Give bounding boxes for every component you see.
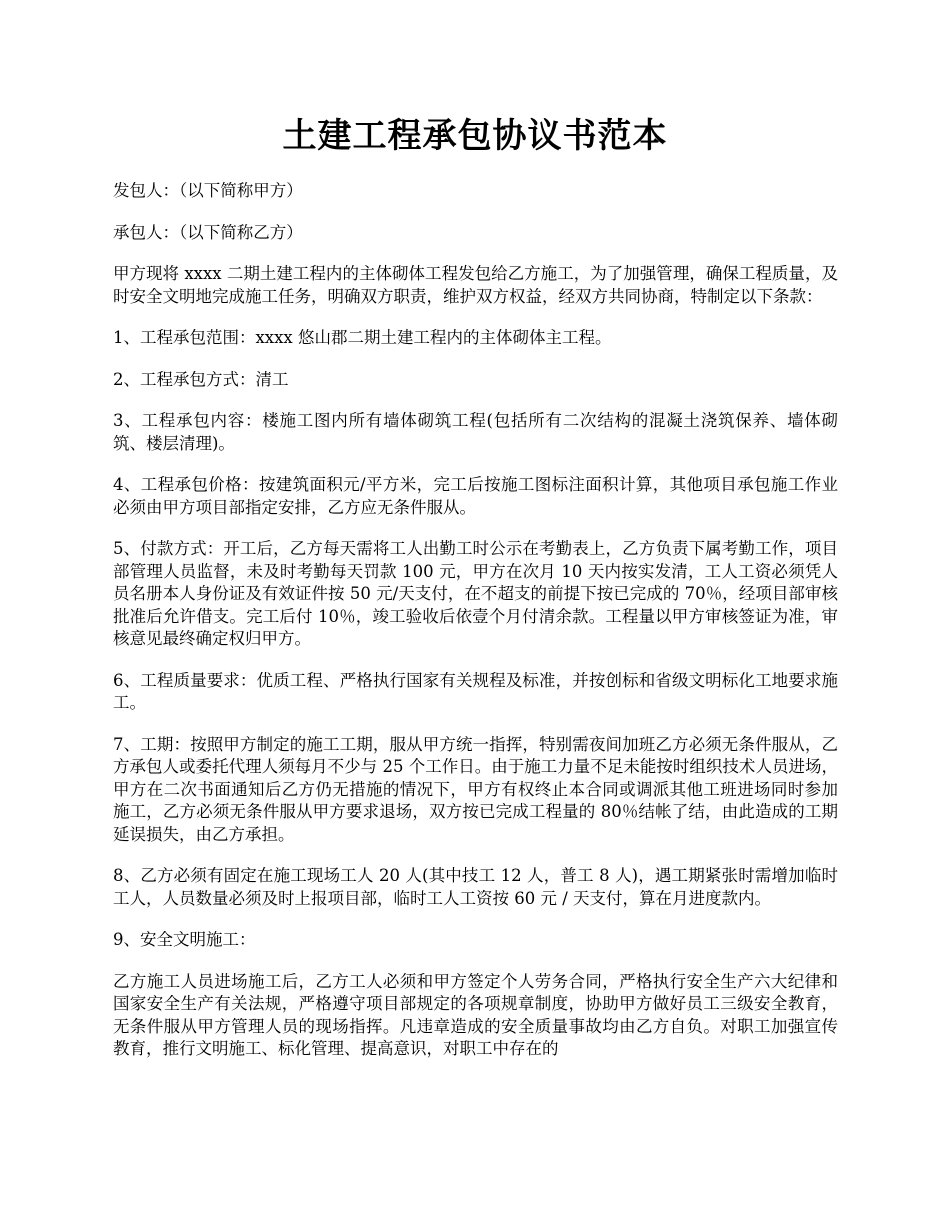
paragraph-clause-7: 7、工期：按照甲方制定的施工工期，服从甲方统一指挥，特别需夜间加班乙方必须无条件服从，乙方承包人或委托代理人须每月不少与 25 个工作日。由于施工力量不足未能按时组织技术人员进场，甲方在二次书面通知后乙方仍无措施的情况下，甲方有权终止本合同或调派其他工班进场同时参加施工，乙方必须无条件服从甲方要求退场，双方按已完成工程量的 80％结帐了结，由此造成的工期延误损失，由乙方承担。 (113, 734, 838, 844)
paragraph-clause-5: 5、付款方式：开工后，乙方每天需将工人出勤工时公示在考勤表上，乙方负责下属考勤工作，项目部管理人员监督，未及时考勤每天罚款 100 元，甲方在次月 10 天内按实发清，工人工资必须凭人员名册本人身份证及有效证件按 50 元/天支付，在不超支的前提下按已完成的 70％，经项目部审核批准后允许借支。完工后付 10％，竣工验收后依壹个月付清余款。工程量以甲方审核签证为准，审核意见最终确定权归甲方。 (113, 539, 838, 648)
document-body (113, 180, 838, 1080)
paragraph-clause-3: 3、工程承包内容：楼施工图内所有墙体砌筑工程(包括所有二次结构的混凝土浇筑保养、墙体砌筑、楼层清理)。 (113, 411, 838, 453)
paragraph-contractor: 承包人：（以下简称乙方） (113, 222, 303, 242)
paragraph-clause-2: 2、工程承包方式：清工 (113, 369, 289, 389)
paragraph-clause-4: 4、工程承包价格：按建筑面积元/平方米，完工后按施工图标注面积计算，其他项目承包施工作业必须由甲方项目部指定安排，乙方应无条件服从。 (113, 475, 838, 517)
paragraph-clause-9-body: 乙方施工人员进场施工后，乙方工人必须和甲方签定个人劳务合同，严格执行安全生产六大纪律和国家安全生产有关法规，严格遵守项目部规定的各项规章制度，协助甲方做好员工三级安全教育，无条件服从甲方管理人员的现场指挥。凡违章造成的安全质量事故均由乙方自负。对职工加强宣传教育，推行文明施工、标化管理、提高意识，对职工中存在的 (113, 971, 838, 1058)
paragraph-clause-6: 6、工程质量要求：优质工程、严格执行国家有关规程及标准，并按创标和省级文明标化工地要求施工。 (113, 670, 838, 712)
paragraph-clause-9-heading: 9、安全文明施工： (113, 930, 256, 949)
paragraph-clause-8: 8、乙方必须有固定在施工现场工人 20 人(其中技工 12 人，普工 8 人)，遇工期紧张时需增加临时工人，人员数量必须及时上报项目部，临时工人工资按 60 元 / 天支付，算在月进度款内。 (113, 866, 838, 908)
paragraph-preamble: 甲方现将 xxxx 二期土建工程内的主体砌体工程发包给乙方施工，为了加强管理，确保工程质量，及时安全文明地完成施工任务，明确双方职责，维护双方权益，经双方共同协商，特制定以下条款： (113, 264, 838, 306)
paragraph-clause-1: 1、工程承包范围：xxxx 悠山郡二期土建工程内的主体砌体主工程。 (113, 328, 612, 347)
document-title: 土建工程承包协议书范本 (282, 116, 668, 156)
paragraph-employer: 发包人：（以下简称甲方） (113, 181, 303, 200)
